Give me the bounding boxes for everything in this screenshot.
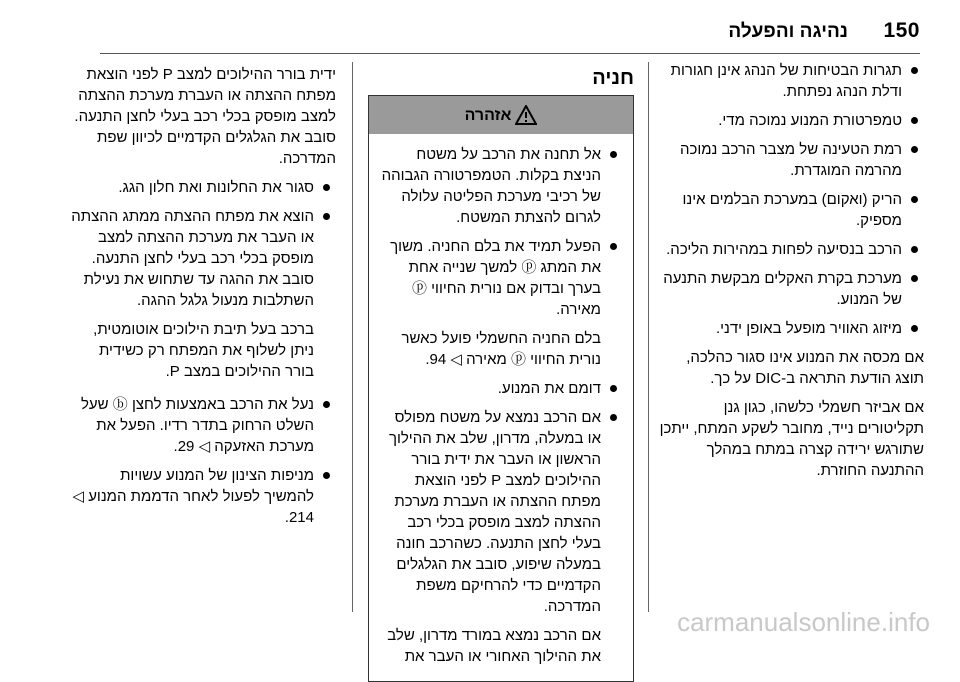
list-item: מערכת בקרת האקלים מבקשת התנעה של המנוע. [656, 268, 924, 310]
warning-triangle-icon [515, 105, 537, 125]
warning-header [369, 96, 633, 134]
warning-body [369, 134, 633, 681]
paragraph: אם אביזר חשמלי כלשהו, כגון גנן תקליטורים נייד, מחובר לשקע המתח, ייתכן שתורגש ירידה קצרה במתח במהלך ההתנעה החוזרת. [659, 399, 924, 479]
watermark: carmanualsonline.info [677, 607, 930, 637]
column-divider-right [648, 62, 649, 612]
page-title: נהיגה והפעלה [728, 21, 848, 42]
middle-column [368, 60, 634, 682]
right-column [656, 60, 924, 489]
list-item: מניפות הצינון של המנוע עשויות להמשיך לפעול לאחר הדממת המנוע ◁ 214. [70, 465, 336, 528]
list-item: אל תחנה את הרכב על משטח הניצת בקלות. הטמפרטורה הגבוהה של רכיבי מערכת הפליטה עלולה לגרום להצתת המשטח. [379, 144, 623, 228]
list-item: הרכב בנסיעה לפחות במהירות הליכה. [656, 239, 924, 260]
warning-list [379, 144, 623, 320]
list-item: אם הרכב נמצא על משטח מפולס או במעלה, מדרון, שלב את ההילוך הראשון או העבר את ידית בורר ההילוכים למצב P לפני הוצאת מפתח ההצתה או העברת מערכת ההצתה למצב מופסק בכלי רכב בעלי לחצן התנעה. כשהרכב חונה במעלה שיפוע, סובב את הגלגלים הקדמיים כדי להרחיקם משפת המדרכה. [379, 407, 623, 617]
paragraph: אם מכסה את המנוע אינו סגור כהלכה, תוצג הודעת התראה ב-DIC על כך. [686, 349, 924, 387]
column-divider-left [352, 62, 353, 612]
list-item: טמפרטורת המנוע נמוכה מדי. [656, 110, 924, 131]
right-column-list [656, 60, 924, 339]
list-item: הוצא את מפתח ההצתה ממתג ההצתה או העבר את מערכת ההצתה למצב מופסק בכלי רכב בעלי לחצן התנעה. סובב את ההגה עד שתחוש את נעילת השתלבות מנעול גלגל ההגה. [70, 206, 336, 311]
page-header [0, 0, 960, 55]
paragraph: בלם החניה החשמלי פועל כאשר נורית החיווי ⓟ מאירה ◁ 94. [401, 330, 601, 368]
left-column-list-2 [70, 394, 336, 528]
list-item: תגרות הבטיחות של הנהג אינן חגורות ודלת הנהג נפתחת. [656, 60, 924, 102]
list-item: מיזוג האוויר מופעל באופן ידני. [656, 318, 924, 339]
list-item: הפעל תמיד את בלם החניה. משוך את המתג ⓟ למשך שנייה אחת בערך ובדוק אם נורית החיווי ⓟ מאירה. [379, 236, 623, 320]
list-item: דומם את המנוע. [379, 378, 623, 399]
warning-box [368, 95, 634, 682]
list-item: סגור את החלונות ואת חלון הגג. [70, 177, 336, 198]
warning-title: אזהרה [464, 106, 512, 124]
header-rule [100, 53, 920, 54]
section-title: חניה [592, 67, 634, 89]
paragraph: ידית בורר ההילוכים למצב P לפני הוצאת מפתח ההצתה או העברת מערכת ההצתה למצב מופסק בכלי רכב בעלי לחצן התנעה. סובב את הגלגלים הקדמיים לכיוון שפת המדרכה. [74, 66, 336, 167]
left-column [70, 60, 336, 536]
warning-list-2 [379, 378, 623, 617]
paragraph: ברכב בעל תיבת הילוכים אוטומטית, ניתן לשלוף את המפתח רק כשידית בורר ההילוכים במצב P. [93, 321, 314, 380]
page-number: 150 [883, 19, 920, 42]
left-column-list [70, 177, 336, 311]
list-item: נעל את הרכב באמצעות לחצן ⓑ שעל השלט הרחוק בתדר רדיו. הפעל את מערכת האזעקה ◁ 29. [70, 394, 336, 457]
paragraph: אם הרכב נמצא במורד מדרון, שלב את ההילוך האחורי או העבר את [387, 627, 601, 665]
list-item: רמת הטעינה של מצבר הרכב נמוכה מהרמה המוגדרת. [656, 139, 924, 181]
list-item: הריק (ואקום) במערכת הבלמים אינו מספיק. [656, 189, 924, 231]
